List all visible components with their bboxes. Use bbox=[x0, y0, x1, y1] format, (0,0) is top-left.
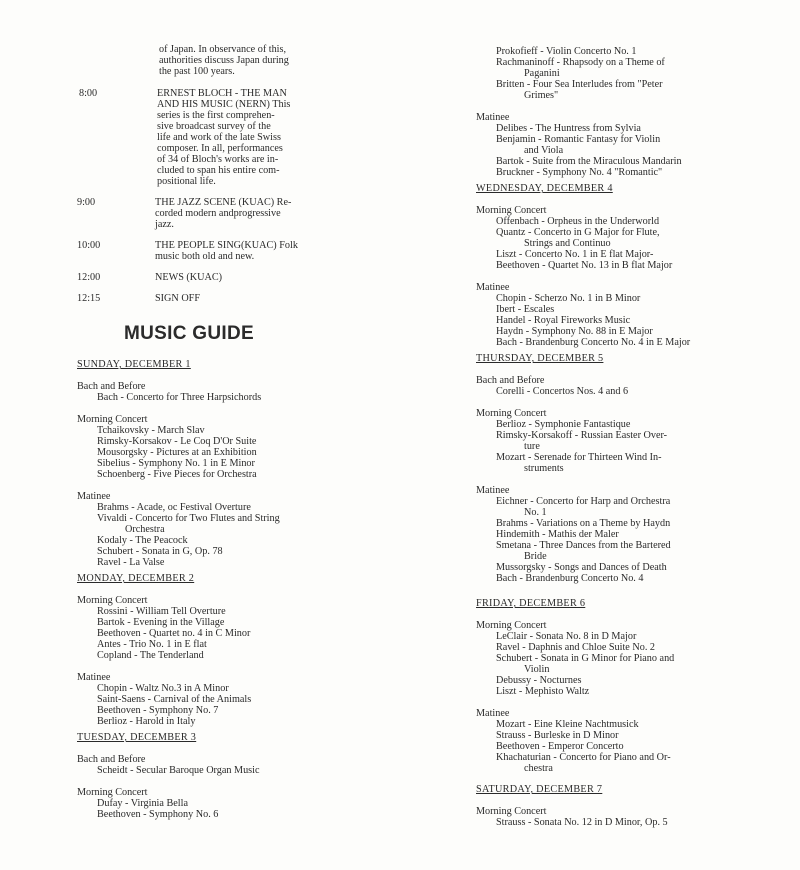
program-item-continued: struments bbox=[524, 463, 564, 474]
entry-time: 12:00 bbox=[77, 272, 101, 283]
desc-line: jazz. bbox=[155, 219, 174, 230]
program-item: Corelli - Concertos Nos. 4 and 6 bbox=[496, 386, 629, 397]
program-item: Bartok - Evening in the Village bbox=[97, 617, 225, 628]
program-item: Beethoven - Symphony No. 7 bbox=[97, 705, 219, 716]
program-item: Strauss - Sonata No. 12 in D Minor, Op. 5 bbox=[496, 817, 668, 828]
program-item: Bartok - Suite from the Miraculous Mandarin bbox=[496, 156, 682, 167]
program-item-continued: Paganini bbox=[524, 68, 560, 79]
program-item: Sibelius - Symphony No. 1 in E Minor bbox=[97, 458, 255, 469]
program-item: Britten - Four Sea Interludes from "Peter bbox=[496, 79, 663, 90]
section-label: Bach and Before bbox=[476, 375, 545, 386]
program-item: Berlioz - Harold in Italy bbox=[97, 716, 196, 727]
program-item: Strauss - Burleske in D Minor bbox=[496, 730, 619, 741]
program-item: Ibert - Escales bbox=[496, 304, 555, 315]
section-label: Matinee bbox=[77, 491, 111, 502]
desc-line: life and work of the late Swiss bbox=[157, 132, 281, 143]
program-item: Offenbach - Orpheus in the Underworld bbox=[496, 216, 660, 227]
program-item-continued: Bride bbox=[524, 551, 547, 562]
program-item: Rimsky-Korsakov - Le Coq D'Or Suite bbox=[97, 436, 257, 447]
program-item: Copland - The Tenderland bbox=[97, 650, 204, 661]
program-item: Eichner - Concerto for Harp and Orchestra bbox=[496, 496, 671, 507]
desc-line: THE JAZZ SCENE (KUAC) Re- bbox=[155, 197, 292, 208]
entry-description bbox=[155, 293, 305, 304]
desc-line: THE PEOPLE SING(KUAC) Folk bbox=[155, 240, 298, 251]
program-item: Khachaturian - Concerto for Piano and Or- bbox=[496, 752, 671, 763]
program-item: Debussy - Nocturnes bbox=[496, 675, 582, 686]
program-item: Saint-Saens - Carnival of the Animals bbox=[97, 694, 252, 705]
program-item: Rossini - William Tell Overture bbox=[97, 606, 226, 617]
program-item: Brahms - Variations on a Theme by Haydn bbox=[496, 518, 671, 529]
entry-time: 12:15 bbox=[77, 293, 101, 304]
program-item: Tchaikovsky - March Slav bbox=[97, 425, 205, 436]
program-item: Beethoven - Quartet No. 13 in B flat Major bbox=[496, 260, 673, 271]
day-heading-tuesday: TUESDAY, DECEMBER 3 bbox=[77, 732, 197, 743]
desc-line: AND HIS MUSIC (NERN) This bbox=[157, 99, 291, 110]
program-item: Rachmaninoff - Rhapsody on a Theme of bbox=[496, 57, 665, 68]
program-item: Ravel - Daphnis and Chloe Suite No. 2 bbox=[496, 642, 656, 653]
program-item: Vivaldi - Concerto for Two Flutes and String bbox=[97, 513, 280, 524]
program-item: Liszt - Concerto No. 1 in E flat Major- bbox=[496, 249, 654, 260]
program-item: Quantz - Concerto in G Major for Flute, bbox=[496, 227, 660, 238]
entry-time: 9:00 bbox=[77, 197, 96, 208]
entry-description bbox=[155, 197, 305, 230]
program-item: Rimsky-Korsakoff - Russian Easter Over- bbox=[496, 430, 668, 441]
section-label: Matinee bbox=[476, 485, 510, 496]
program-item: Kodaly - The Peacock bbox=[97, 535, 188, 546]
entry-time: 8:00 bbox=[79, 88, 98, 99]
program-item: Mozart - Eine Kleine Nachtmusick bbox=[496, 719, 639, 730]
program-item: Chopin - Waltz No.3 in A Minor bbox=[97, 683, 229, 694]
section-label: Bach and Before bbox=[77, 381, 146, 392]
desc-line: positional life. bbox=[157, 176, 216, 187]
program-item-continued: Orchestra bbox=[125, 524, 165, 535]
day-heading-thursday: THURSDAY, DECEMBER 5 bbox=[476, 353, 604, 364]
section-label: Morning Concert bbox=[476, 205, 547, 216]
program-item-continued: Strings and Continuo bbox=[524, 238, 611, 249]
program-item: Brahms - Acade, oc Festival Overture bbox=[97, 502, 251, 513]
intro-line: of Japan. In observance of this, bbox=[159, 44, 287, 55]
section-label: Matinee bbox=[476, 112, 510, 123]
program-item: Schubert - Sonata in G Minor for Piano and bbox=[496, 653, 675, 664]
desc-line: SIGN OFF bbox=[155, 293, 201, 304]
program-item: Liszt - Mephisto Waltz bbox=[496, 686, 590, 697]
schedule-entry bbox=[77, 88, 317, 187]
program-item: Bruckner - Symphony No. 4 "Romantic" bbox=[496, 167, 663, 178]
program-item-continued: Violin bbox=[524, 664, 550, 675]
program-item-continued: and Viola bbox=[524, 145, 564, 156]
desc-line: music both old and new. bbox=[155, 251, 255, 262]
program-item: Benjamin - Romantic Fantasy for Violin bbox=[496, 134, 661, 145]
intro-line: authorities discuss Japan during bbox=[159, 55, 289, 66]
program-item: Schoenberg - Five Pieces for Orchestra bbox=[97, 469, 257, 480]
schedule-intro bbox=[77, 44, 317, 77]
section-label: Morning Concert bbox=[77, 414, 148, 425]
program-item: Berlioz - Symphonie Fantastique bbox=[496, 419, 631, 430]
program-item: Mussorgsky - Songs and Dances of Death bbox=[496, 562, 667, 573]
program-item: Mozart - Serenade for Thirteen Wind In- bbox=[496, 452, 662, 463]
program-item: Haydn - Symphony No. 88 in E Major bbox=[496, 326, 653, 337]
section-label: Morning Concert bbox=[476, 620, 547, 631]
program-item: LeClair - Sonata No. 8 in D Major bbox=[496, 631, 637, 642]
desc-line: ERNEST BLOCH - THE MAN bbox=[157, 88, 287, 99]
program-item: Bach - Brandenburg Concerto No. 4 bbox=[496, 573, 644, 584]
program-item-continued: Grimes" bbox=[524, 90, 559, 101]
entry-description bbox=[155, 240, 305, 262]
desc-line: sive broadcast survey of the bbox=[157, 121, 271, 132]
program-item: Prokofieff - Violin Concerto No. 1 bbox=[496, 46, 637, 57]
section-label: Morning Concert bbox=[476, 408, 547, 419]
program-item: Beethoven - Symphony No. 6 bbox=[97, 809, 219, 820]
desc-line: of 34 of Bloch's works are in- bbox=[157, 154, 279, 165]
right-column bbox=[476, 46, 726, 828]
section-label: Matinee bbox=[77, 672, 111, 683]
section-label: Matinee bbox=[476, 708, 510, 719]
entry-description bbox=[157, 88, 307, 187]
schedule-entry bbox=[77, 272, 317, 283]
program-item: Scheidt - Secular Baroque Organ Music bbox=[97, 765, 260, 776]
desc-line: cluded to span his entire com- bbox=[157, 165, 280, 176]
day-heading-sunday: SUNDAY, DECEMBER 1 bbox=[77, 359, 191, 370]
music-guide-title: MUSIC GUIDE bbox=[124, 323, 254, 344]
program-item: Schubert - Sonata in G, Op. 78 bbox=[97, 546, 223, 557]
section-label: Matinee bbox=[476, 282, 510, 293]
program-item: Ravel - La Valse bbox=[97, 557, 165, 568]
program-item: Hindemith - Mathis der Maler bbox=[496, 529, 619, 540]
day-heading-monday: MONDAY, DECEMBER 2 bbox=[77, 573, 195, 584]
program-item: Delibes - The Huntress from Sylvia bbox=[496, 123, 641, 134]
day-heading-friday: FRIDAY, DECEMBER 6 bbox=[476, 598, 586, 609]
program-item: Bach - Brandenburg Concerto No. 4 in E Major bbox=[496, 337, 691, 348]
program-item: Beethoven - Emperor Concerto bbox=[496, 741, 624, 752]
entry-description bbox=[155, 272, 305, 283]
schedule-entry bbox=[77, 293, 317, 304]
section-label: Morning Concert bbox=[77, 787, 148, 798]
left-column bbox=[77, 44, 317, 820]
section-label: Bach and Before bbox=[77, 754, 146, 765]
intro-line: the past 100 years. bbox=[159, 66, 235, 77]
entry-time: 10:00 bbox=[77, 240, 101, 251]
program-item-continued: chestra bbox=[524, 763, 553, 774]
section-label: Morning Concert bbox=[77, 595, 148, 606]
program-item-continued: No. 1 bbox=[524, 507, 547, 518]
schedule-entry bbox=[77, 197, 317, 230]
schedule-entry bbox=[77, 240, 317, 262]
section-label: Morning Concert bbox=[476, 806, 547, 817]
program-item: Mousorgsky - Pictures at an Exhibition bbox=[97, 447, 257, 458]
program-item: Antes - Trio No. 1 in E flat bbox=[97, 639, 207, 650]
program-item-continued: ture bbox=[524, 441, 540, 452]
program-item: Dufay - Virginia Bella bbox=[97, 798, 188, 809]
desc-line: composer. In all, performances bbox=[157, 143, 283, 154]
desc-line: corded modern andprogressive bbox=[155, 208, 281, 219]
day-heading-saturday: SATURDAY, DECEMBER 7 bbox=[476, 784, 603, 795]
program-item: Handel - Royal Fireworks Music bbox=[496, 315, 631, 326]
desc-line: NEWS (KUAC) bbox=[155, 272, 223, 283]
program-item: Smetana - Three Dances from the Bartered bbox=[496, 540, 671, 551]
program-item: Beethoven - Quartet no. 4 in C Minor bbox=[97, 628, 251, 639]
program-item: Bach - Concerto for Three Harpsichords bbox=[97, 392, 262, 403]
program-item: Chopin - Scherzo No. 1 in B Minor bbox=[496, 293, 641, 304]
desc-line: series is the first comprehen- bbox=[157, 110, 275, 121]
day-heading-wednesday: WEDNESDAY, DECEMBER 4 bbox=[476, 183, 613, 194]
